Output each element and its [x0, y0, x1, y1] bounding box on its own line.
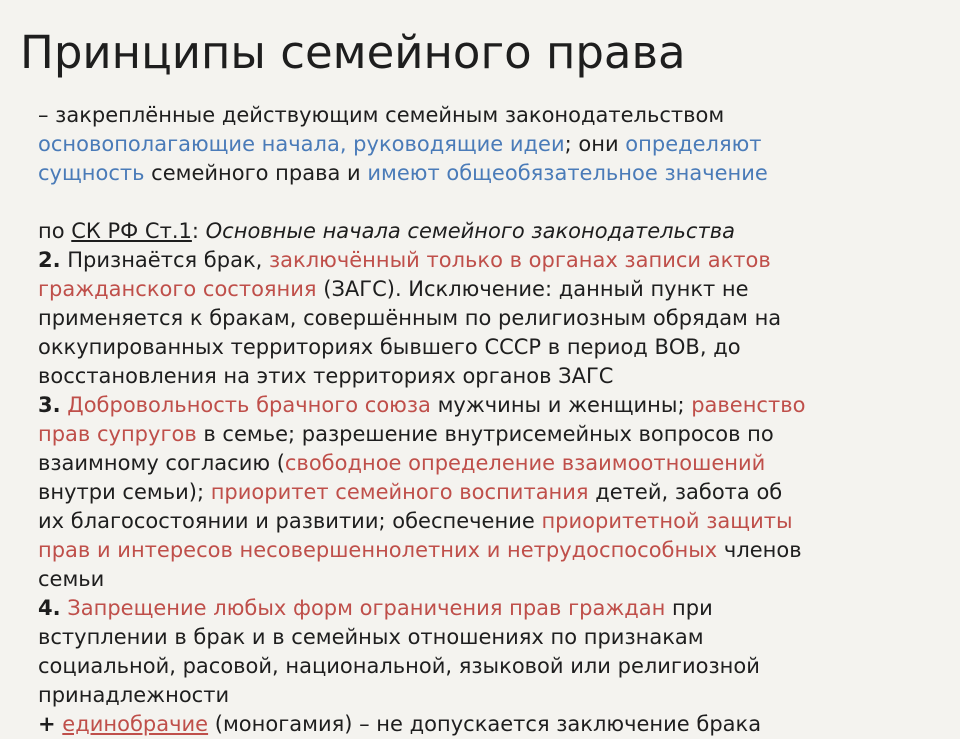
point-2-number: 2.	[38, 248, 61, 272]
point-3-line-4	[38, 478, 938, 507]
point-4-line-2: вступлении в брак и в семейных отношениях по признакам	[38, 625, 704, 649]
spacer	[38, 188, 938, 217]
definition-line-3	[38, 159, 938, 188]
definition-text: – закреплённые действующим семейным законодательством	[38, 103, 725, 127]
point-text: Признаётся брак,	[60, 248, 269, 272]
definition-text: ; они	[564, 132, 626, 156]
article-title: Основные начала семейного законодательства	[205, 219, 735, 243]
highlight-priority-protection: приоритетной защиты	[541, 509, 793, 533]
point-plus-number: +	[38, 712, 56, 736]
point-text: внутри семьи);	[38, 480, 211, 504]
point-3-line-1	[38, 391, 938, 420]
point-3-line-5	[38, 507, 938, 536]
point-text: в семье; разрешение внутрисемейных вопросов по	[196, 422, 774, 446]
point-3-line-2	[38, 420, 938, 449]
highlight-family-upbringing: приоритет семейного воспитания	[210, 480, 589, 504]
highlight-equality: равенство	[691, 393, 806, 417]
point-text: (моногамия) – не допускается заключение брака	[208, 712, 762, 736]
point-text: при	[665, 596, 713, 620]
point-4-line-4: принадлежности	[38, 683, 230, 707]
point-text: мужчины и женщины;	[430, 393, 692, 417]
point-2-line-2	[38, 275, 938, 304]
point-3-line-6	[38, 536, 938, 565]
highlight-free-relations: свободное определение взаимоотношений	[284, 451, 766, 475]
definition-text: семейного права и	[144, 161, 368, 185]
reference-line	[38, 217, 938, 246]
reference-prefix: по	[38, 219, 72, 243]
highlight-voluntary-union: Добровольность брачного союза	[67, 393, 431, 417]
highlight-monogamy: единобрачие	[62, 712, 209, 736]
point-text: их благосостоянии и развитии; обеспечение	[38, 509, 542, 533]
point-text: (ЗАГС). Исключение: данный пункт не	[316, 277, 749, 301]
point-3-line-7: семьи	[38, 567, 105, 591]
point-4-number: 4.	[38, 596, 61, 620]
highlight-binding-meaning: имеют общеобязательное значение	[367, 161, 768, 185]
point-4-line-1	[38, 594, 938, 623]
highlight-spouse-rights: прав супругов	[38, 422, 197, 446]
slide-body	[38, 101, 938, 739]
highlight-registry-only: заключённый только в органах записи актов	[269, 248, 771, 272]
point-text: взаимному согласию (	[38, 451, 285, 475]
point-2-line-4: оккупированных территориях бывшего СССР в период ВОВ, до	[38, 335, 741, 359]
point-4-line-3: социальной, расовой, национальной, языковой или религиозной	[38, 654, 760, 678]
reference-colon: :	[191, 219, 206, 243]
point-2-line-5: восстановления на этих территориях органов ЗАГС	[38, 364, 614, 388]
definition-line-2	[38, 130, 938, 159]
highlight-minors-rights: прав и интересов несовершеннолетних и нетрудоспособных	[38, 538, 718, 562]
highlight-civil-status: гражданского состояния	[38, 277, 317, 301]
point-text: детей, забота об	[588, 480, 783, 504]
highlight-no-restrictions: Запрещение любых форм ограничения прав граждан	[67, 596, 666, 620]
point-3-line-3	[38, 449, 938, 478]
point-text: членов	[717, 538, 802, 562]
point-3-number: 3.	[38, 393, 61, 417]
highlight-determine: определяют	[625, 132, 762, 156]
point-2-line-3: применяется к бракам, совершённым по религиозным обрядам на	[38, 306, 782, 330]
slide-title: Принципы семейного права	[20, 26, 686, 79]
highlight-fundamental-principles: основополагающие начала, руководящие идеи	[38, 132, 565, 156]
highlight-essence: сущность	[38, 161, 145, 185]
point-plus-line-1	[38, 710, 938, 739]
definition-line-1	[38, 101, 938, 130]
family-code-link[interactable]: СК РФ Ст.1	[71, 219, 192, 243]
point-2-line-1	[38, 246, 938, 275]
